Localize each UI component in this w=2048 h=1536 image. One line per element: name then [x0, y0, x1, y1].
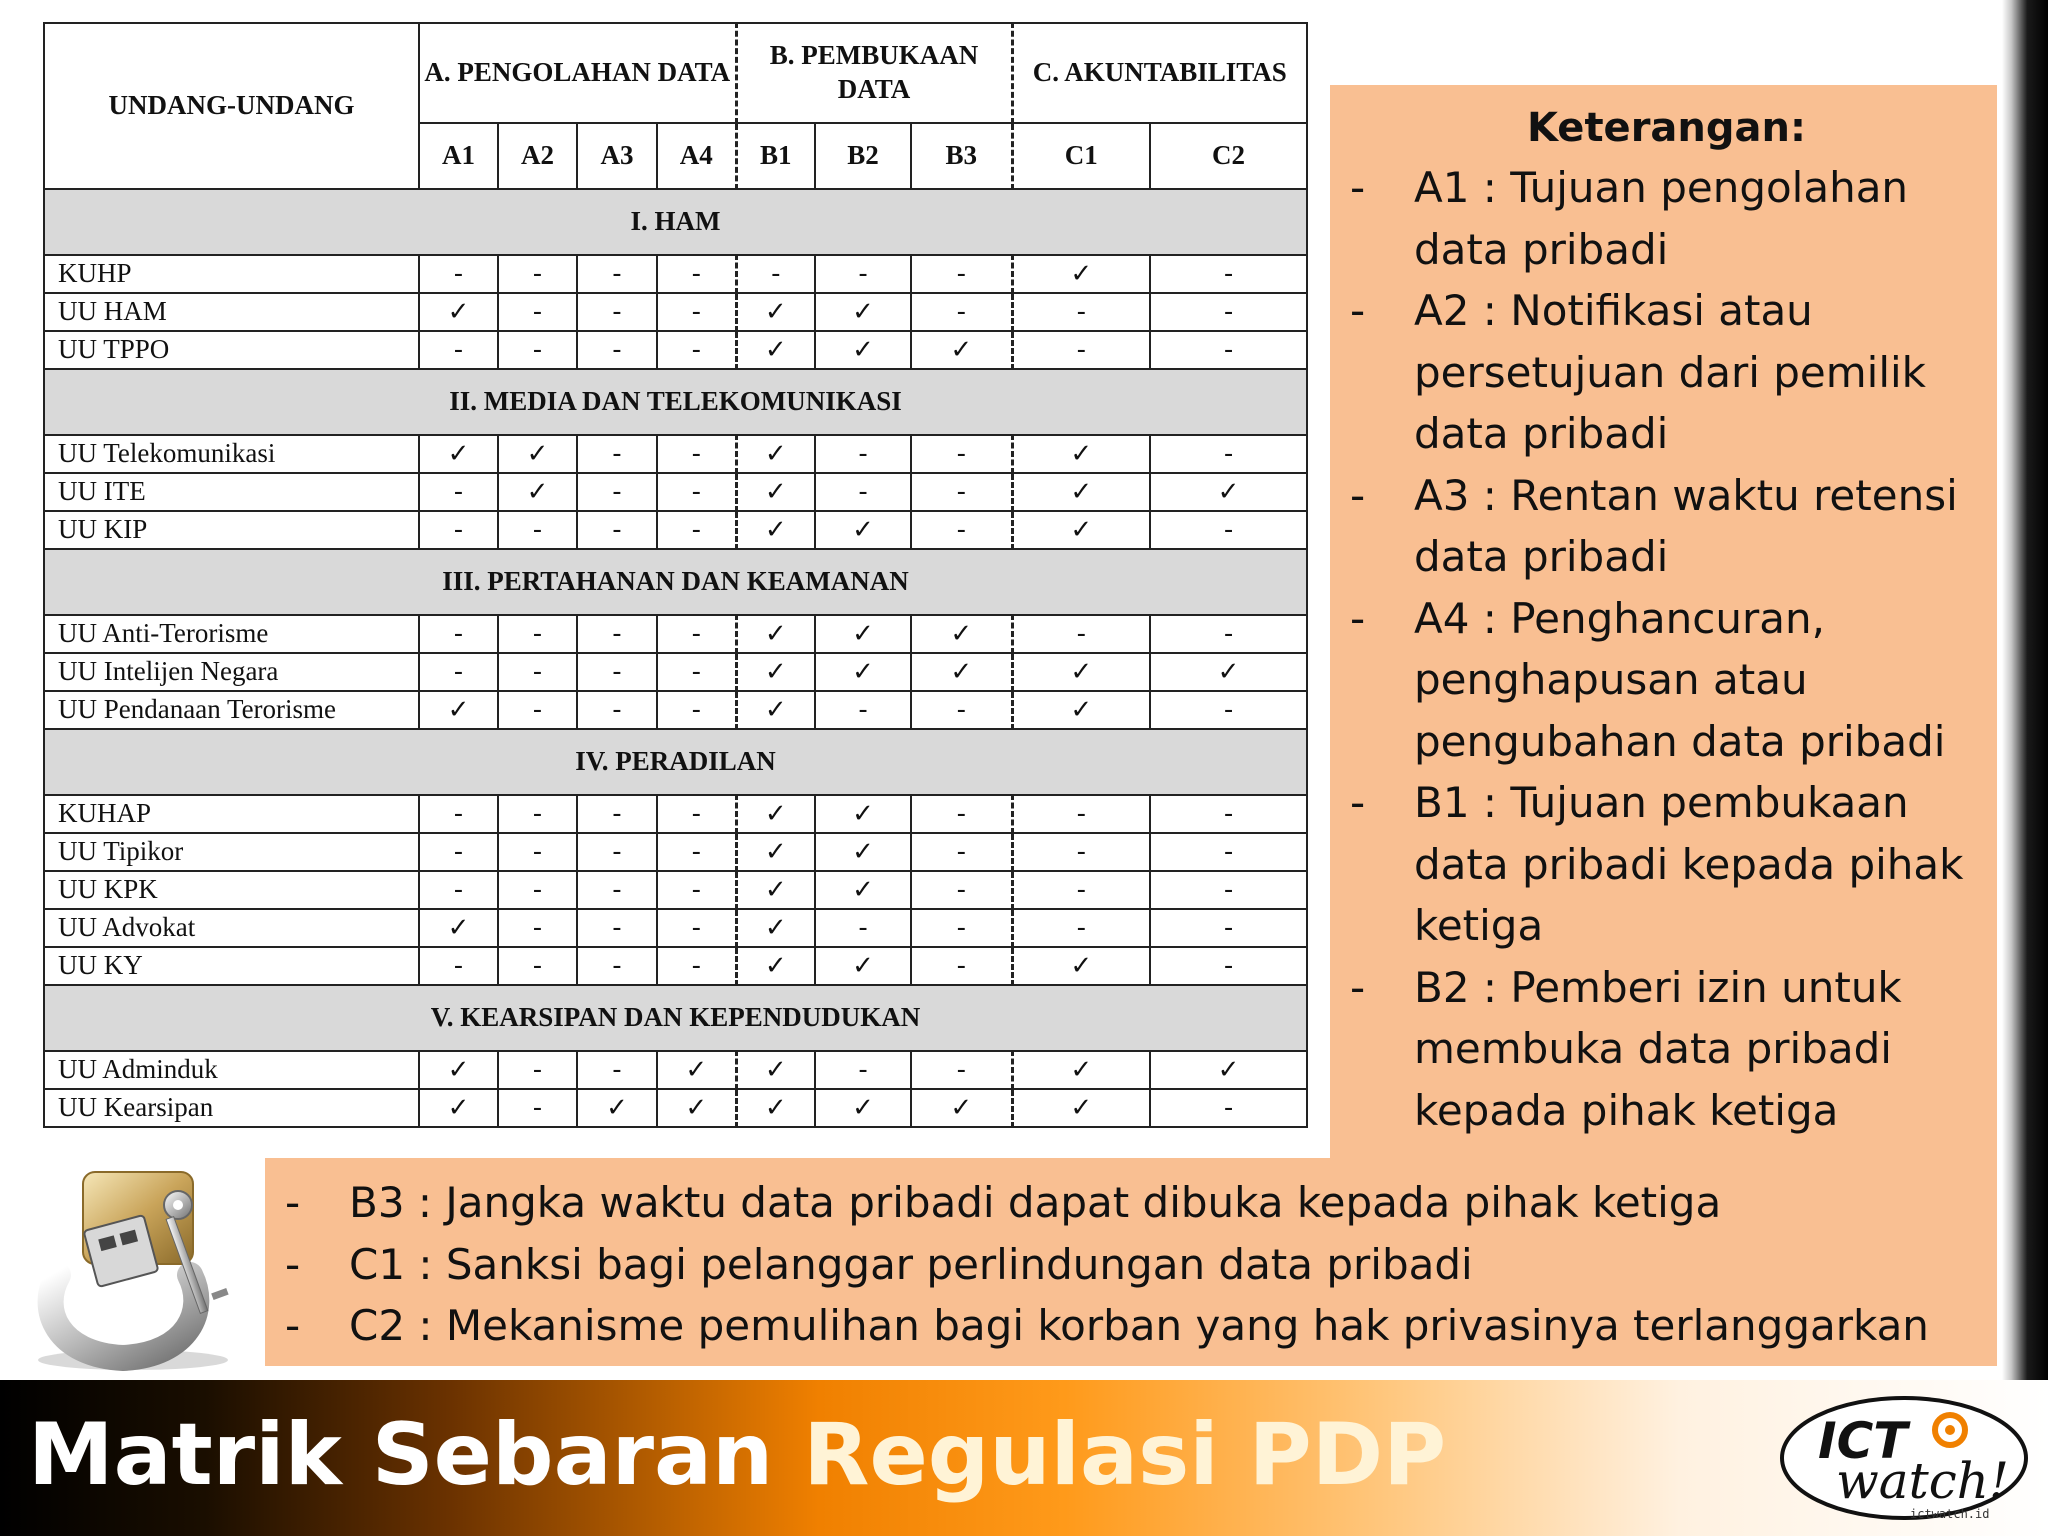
column-header-a2: A2: [498, 123, 577, 189]
legend-item: [1350, 280, 1973, 465]
padlock-usb-icon: [18, 1160, 248, 1375]
dash-cell: -: [815, 909, 911, 947]
check-mark-cell: ✓: [419, 1089, 498, 1127]
table-row: [44, 833, 1307, 871]
legend-dash: -: [1350, 778, 1366, 827]
legend-dash: -: [285, 1301, 301, 1350]
check-mark-cell: ✓: [1012, 947, 1150, 985]
dash-cell: -: [657, 331, 736, 369]
table-row: [44, 615, 1307, 653]
group-header-b: B. PEMBUKAAN DATA: [736, 23, 1012, 123]
table-row: [44, 1089, 1307, 1127]
check-mark-cell: ✓: [736, 1089, 815, 1127]
dash-cell: -: [498, 293, 577, 331]
law-name: KUHAP: [44, 795, 419, 833]
dash-cell: -: [419, 871, 498, 909]
dash-cell: -: [1150, 615, 1307, 653]
law-name: UU Pendanaan Terorisme: [44, 691, 419, 729]
section-title: I. HAM: [44, 189, 1307, 255]
check-mark-cell: ✓: [736, 615, 815, 653]
dash-cell: -: [577, 1051, 657, 1089]
check-mark-cell: ✓: [911, 1089, 1012, 1127]
check-mark-cell: ✓: [419, 293, 498, 331]
dash-cell: -: [419, 331, 498, 369]
check-mark-cell: ✓: [815, 833, 911, 871]
section-title: V. KEARSIPAN DAN KEPENDUDUKAN: [44, 985, 1307, 1051]
dash-cell: -: [498, 255, 577, 293]
dash-cell: -: [1012, 331, 1150, 369]
check-mark-cell: ✓: [815, 331, 911, 369]
check-mark-cell: ✓: [815, 293, 911, 331]
dash-cell: -: [815, 691, 911, 729]
dash-cell: -: [657, 691, 736, 729]
law-name: UU Advokat: [44, 909, 419, 947]
dash-cell: -: [419, 653, 498, 691]
check-mark-cell: ✓: [657, 1089, 736, 1127]
dash-cell: -: [577, 833, 657, 871]
title-part-1: Matrik Sebaran: [28, 1405, 804, 1505]
law-name: UU KY: [44, 947, 419, 985]
legend-item: [1350, 465, 1973, 588]
check-mark-cell: ✓: [419, 1051, 498, 1089]
table-row: [44, 795, 1307, 833]
dash-cell: -: [577, 871, 657, 909]
law-name: UU HAM: [44, 293, 419, 331]
legend-dash: -: [1350, 163, 1366, 212]
column-header-b2: B2: [815, 123, 911, 189]
law-name: UU Tipikor: [44, 833, 419, 871]
legend-item: [1350, 588, 1973, 773]
dash-cell: -: [736, 255, 815, 293]
dash-cell: -: [657, 473, 736, 511]
table-row: [44, 435, 1307, 473]
dash-cell: -: [911, 691, 1012, 729]
check-mark-cell: ✓: [736, 795, 815, 833]
check-mark-cell: ✓: [1012, 473, 1150, 511]
law-name: UU Adminduk: [44, 1051, 419, 1089]
law-column-header: UNDANG-UNDANG: [44, 23, 419, 189]
check-mark-cell: ✓: [911, 615, 1012, 653]
legend-panel: [1330, 85, 1997, 1165]
check-mark-cell: ✓: [1012, 435, 1150, 473]
bottom-legend-panel: [265, 1158, 1997, 1366]
dash-cell: -: [419, 615, 498, 653]
table-row: [44, 947, 1307, 985]
legend-title: Keterangan:: [1527, 105, 1806, 151]
legend-item: [1350, 957, 1973, 1142]
law-name: UU Kearsipan: [44, 1089, 419, 1127]
legend-item: [285, 1295, 1997, 1357]
dash-cell: -: [1150, 1089, 1307, 1127]
dash-cell: -: [1012, 833, 1150, 871]
dash-cell: -: [577, 473, 657, 511]
section-title: II. MEDIA DAN TELEKOMUNIKASI: [44, 369, 1307, 435]
table-row: [44, 909, 1307, 947]
dash-cell: -: [1150, 909, 1307, 947]
legend-text: B2 : Pemberi izin untuk membuka data pribadi kepada pihak ketiga: [1414, 962, 1902, 1135]
dash-cell: -: [815, 255, 911, 293]
column-header-c1: C1: [1012, 123, 1150, 189]
check-mark-cell: ✓: [815, 795, 911, 833]
dash-cell: -: [911, 293, 1012, 331]
table-row: [44, 691, 1307, 729]
table-row: [44, 871, 1307, 909]
dash-cell: -: [815, 435, 911, 473]
check-mark-cell: ✓: [1012, 255, 1150, 293]
check-mark-cell: ✓: [419, 691, 498, 729]
check-mark-cell: ✓: [657, 1051, 736, 1089]
legend-text: B1 : Tujuan pembukaan data pribadi kepada pihak ketiga: [1414, 778, 1964, 950]
column-header-a3: A3: [577, 123, 657, 189]
dash-cell: -: [577, 615, 657, 653]
dash-cell: -: [657, 511, 736, 549]
check-mark-cell: ✓: [911, 653, 1012, 691]
dash-cell: -: [1150, 833, 1307, 871]
check-mark-cell: ✓: [815, 871, 911, 909]
dash-cell: -: [1012, 795, 1150, 833]
logo-line-1: ICT: [1818, 1412, 1908, 1470]
dash-cell: -: [498, 331, 577, 369]
check-mark-cell: ✓: [736, 909, 815, 947]
dash-cell: -: [498, 511, 577, 549]
check-mark-cell: ✓: [815, 1089, 911, 1127]
dash-cell: -: [911, 909, 1012, 947]
law-name: UU Anti-Terorisme: [44, 615, 419, 653]
dash-cell: -: [657, 833, 736, 871]
dash-cell: -: [498, 615, 577, 653]
dash-cell: -: [911, 947, 1012, 985]
check-mark-cell: ✓: [736, 691, 815, 729]
dash-cell: -: [577, 947, 657, 985]
legend-dash: -: [285, 1178, 301, 1227]
dash-cell: -: [498, 1051, 577, 1089]
dash-cell: -: [577, 691, 657, 729]
legend-dash: -: [1350, 470, 1366, 520]
dash-cell: -: [1012, 615, 1150, 653]
section-title: IV. PERADILAN: [44, 729, 1307, 795]
check-mark-cell: ✓: [498, 435, 577, 473]
dash-cell: -: [1150, 255, 1307, 293]
check-mark-cell: ✓: [1012, 1051, 1150, 1089]
slide-title: [28, 1400, 1446, 1510]
dash-cell: -: [498, 691, 577, 729]
legend-text: A2 : Notifikasi atau persetujuan dari pemilik data pribadi: [1414, 286, 1926, 458]
dash-cell: -: [1150, 331, 1307, 369]
legend-dash: -: [285, 1239, 301, 1289]
dash-cell: -: [657, 653, 736, 691]
dash-cell: -: [498, 833, 577, 871]
dash-cell: -: [577, 255, 657, 293]
dash-cell: -: [911, 435, 1012, 473]
law-name: UU KIP: [44, 511, 419, 549]
legend-text: C2 : Mekanisme pemulihan bagi korban yang hak privasinya terlanggarkan: [349, 1301, 1929, 1350]
dash-cell: -: [911, 473, 1012, 511]
legend-item: [1350, 157, 1973, 280]
table-row: [44, 293, 1307, 331]
check-mark-cell: ✓: [815, 947, 911, 985]
logo-line-2: watch!: [1836, 1452, 2009, 1510]
check-mark-cell: ✓: [815, 653, 911, 691]
column-header-c2: C2: [1150, 123, 1307, 189]
dash-cell: -: [1150, 947, 1307, 985]
section-title: III. PERTAHANAN DAN KEAMANAN: [44, 549, 1307, 615]
dash-cell: -: [498, 871, 577, 909]
section-row: [44, 729, 1307, 795]
dash-cell: -: [498, 795, 577, 833]
check-mark-cell: ✓: [577, 1089, 657, 1127]
column-header-b1: B1: [736, 123, 815, 189]
dash-cell: -: [911, 871, 1012, 909]
logo-domain: ictwatch.id: [1910, 1507, 1990, 1521]
legend-dash: -: [1350, 286, 1366, 335]
table-row: [44, 511, 1307, 549]
table-row: [44, 331, 1307, 369]
dash-cell: -: [1150, 691, 1307, 729]
dash-cell: -: [1012, 871, 1150, 909]
dash-cell: -: [1150, 435, 1307, 473]
dash-cell: -: [911, 833, 1012, 871]
dash-cell: -: [657, 255, 736, 293]
dash-cell: -: [1012, 293, 1150, 331]
table-row: [44, 653, 1307, 691]
section-row: [44, 549, 1307, 615]
legend-item: [285, 1172, 1997, 1234]
law-name: UU TPPO: [44, 331, 419, 369]
check-mark-cell: ✓: [419, 909, 498, 947]
dash-cell: -: [419, 795, 498, 833]
check-mark-cell: ✓: [815, 511, 911, 549]
legend-text: A1 : Tujuan pengolahan data pribadi: [1414, 163, 1909, 274]
law-name: UU Intelijen Negara: [44, 653, 419, 691]
dash-cell: -: [911, 1051, 1012, 1089]
check-mark-cell: ✓: [736, 653, 815, 691]
dash-cell: -: [911, 511, 1012, 549]
legend-dash: -: [1350, 962, 1366, 1012]
dash-cell: -: [577, 511, 657, 549]
table-row: [44, 473, 1307, 511]
column-header-a1: A1: [419, 123, 498, 189]
dash-cell: -: [419, 833, 498, 871]
legend-item: [1350, 772, 1973, 957]
dash-cell: -: [498, 947, 577, 985]
dash-cell: -: [657, 293, 736, 331]
legend-dash: -: [1350, 593, 1366, 643]
check-mark-cell: ✓: [736, 293, 815, 331]
group-header-a: A. PENGOLAHAN DATA: [419, 23, 736, 123]
dash-cell: -: [577, 795, 657, 833]
dash-cell: -: [419, 511, 498, 549]
section-row: [44, 985, 1307, 1051]
check-mark-cell: ✓: [1150, 473, 1307, 511]
check-mark-cell: ✓: [911, 331, 1012, 369]
table-row: [44, 1051, 1307, 1089]
check-mark-cell: ✓: [498, 473, 577, 511]
group-header-c: C. AKUNTABILITAS: [1012, 23, 1307, 123]
dash-cell: -: [498, 653, 577, 691]
dash-cell: -: [657, 435, 736, 473]
legend-text: B3 : Jangka waktu data pribadi dapat dibuka kepada pihak ketiga: [349, 1178, 1722, 1227]
law-name: KUHP: [44, 255, 419, 293]
dash-cell: -: [657, 615, 736, 653]
legend-text: C1 : Sanksi bagi pelanggar perlindungan data pribadi: [349, 1239, 1473, 1289]
dash-cell: -: [419, 473, 498, 511]
dash-cell: -: [498, 909, 577, 947]
check-mark-cell: ✓: [1150, 653, 1307, 691]
check-mark-cell: ✓: [1150, 1051, 1307, 1089]
right-edge-decoration: [2002, 0, 2048, 1380]
regulation-matrix-table: [43, 22, 1308, 1128]
check-mark-cell: ✓: [736, 1051, 815, 1089]
check-mark-cell: ✓: [736, 435, 815, 473]
column-header-b3: B3: [911, 123, 1012, 189]
law-name: UU ITE: [44, 473, 419, 511]
section-row: [44, 369, 1307, 435]
dash-cell: -: [1150, 293, 1307, 331]
table-row: [44, 255, 1307, 293]
dash-cell: -: [577, 909, 657, 947]
check-mark-cell: ✓: [1012, 653, 1150, 691]
check-mark-cell: ✓: [1012, 511, 1150, 549]
ictwatch-logo: [1778, 1390, 2034, 1526]
dash-cell: -: [419, 255, 498, 293]
law-name: UU KPK: [44, 871, 419, 909]
dash-cell: -: [657, 909, 736, 947]
check-mark-cell: ✓: [1012, 1089, 1150, 1127]
check-mark-cell: ✓: [736, 833, 815, 871]
dash-cell: -: [1150, 871, 1307, 909]
dash-cell: -: [577, 293, 657, 331]
check-mark-cell: ✓: [736, 473, 815, 511]
check-mark-cell: ✓: [736, 947, 815, 985]
dash-cell: -: [657, 871, 736, 909]
check-mark-cell: ✓: [419, 435, 498, 473]
legend-item: [285, 1234, 1997, 1296]
dash-cell: -: [577, 331, 657, 369]
dash-cell: -: [657, 795, 736, 833]
dash-cell: -: [911, 255, 1012, 293]
legend-text: A3 : Rentan waktu retensi data pribadi: [1414, 470, 1958, 581]
dash-cell: -: [577, 435, 657, 473]
dash-cell: -: [1150, 511, 1307, 549]
check-mark-cell: ✓: [736, 871, 815, 909]
check-mark-cell: ✓: [736, 331, 815, 369]
law-name: UU Telekomunikasi: [44, 435, 419, 473]
legend-text: A4 : Penghancuran, penghapusan atau pengubahan data pribadi: [1414, 593, 1946, 766]
title-part-2: Regulasi PDP: [803, 1405, 1447, 1505]
section-row: [44, 189, 1307, 255]
check-mark-cell: ✓: [1012, 691, 1150, 729]
check-mark-cell: ✓: [815, 615, 911, 653]
dash-cell: -: [1012, 909, 1150, 947]
column-header-a4: A4: [657, 123, 736, 189]
check-mark-cell: ✓: [736, 511, 815, 549]
dash-cell: -: [498, 1089, 577, 1127]
dash-cell: -: [815, 473, 911, 511]
dash-cell: -: [815, 1051, 911, 1089]
dash-cell: -: [657, 947, 736, 985]
dash-cell: -: [1150, 795, 1307, 833]
dash-cell: -: [911, 795, 1012, 833]
dash-cell: -: [419, 947, 498, 985]
dash-cell: -: [577, 653, 657, 691]
